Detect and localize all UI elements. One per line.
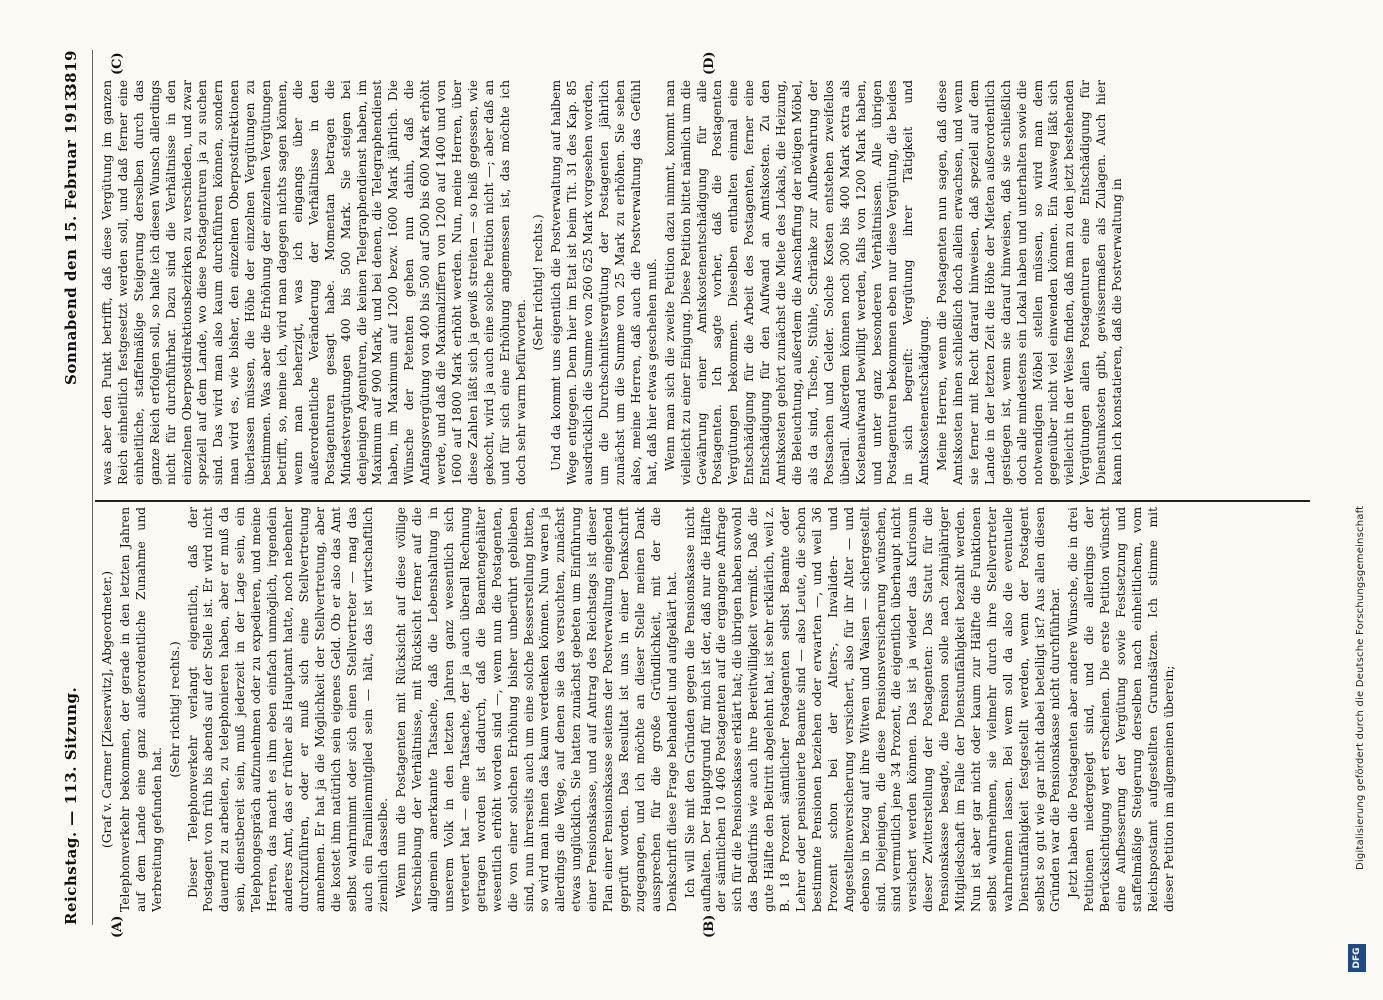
paragraph: Jetzt haben die Postagenten aber andere Wünsche, die in drei Petitionen niedergelegt sind, und die allerdings der Berücksichtigung wert erscheinen. Die erste Petition wünscht eine Aufbesserung der Vergütung sowie Festsetzung und staffelmäßige Steigerung derselben nach einheitlichem, vom Reichspostamt aufgestellten Grundsätzen. Ich stimme mit dieser Petition im allgemeinen überein; [1066,507,1176,912]
header-date: Sonnabend den 15. Februar 1913. [62,84,80,385]
paragraph: Wenn nun die Postagenten mit Rücksicht auf diese völlige Verschiebung der Verhältnisse, mit Rücksicht ferner auf die allgemein anerkannte Tatsache, daß die Lebenshaltung in unserem Volk in den letzten Jahren ganz wesentlich sich verteuert hat — eine Tatsache, der ja auch überall Rechnung getragen worden ist dadurch, daß die Beamtengehälter wesentlich erhöht worden sind —, wenn nun die Postagenten, die von einer solchen Erhöhung bisher unberührt geblieben sind, nun ihrerseits auch um eine solche Besserstellung bitten, so wird man ihnen das kaum verdenken können. Nun waren ja allerdings die Wege, auf denen sie das versuchten, zunächst etwas unglücklich. Sie hatten zunächst gebeten um Einführung einer Pensionskasse, und auf Antrag des Reichstags ist dieser Plan einer Pensionskasse seitens der Postverwaltung eingehend geprüft worden. Das Resultat ist uns in einer Denkschrift zugegangen, und ich möchte an dieser Stelle meinen Dank aussprechen für die große Gründlichkeit, mit der die Denkschrift diese Frage behandelt und aufgeklärt hat. [394,507,679,912]
digitization-credit: Digitalisierung gefördert durch die Deutsche Forschungsgemeinschaft [1355,505,1366,870]
paragraph: Telephonverkehr bekommen, der gerade in den letzten Jahren auf dem Lande eine ganz außerordentliche Zunahme und Verbreitung gefunden hat. [117,507,164,912]
margin-mark-b: (B) [702,914,717,938]
dfg-logo: DFG [1348,944,1366,972]
margin-mark-c: (C) [110,52,125,75]
paragraph: Und da kommt uns eigentlich die Postverwaltung auf halbem Wege entgegen. Denn hier im Etat ist beim Tit. 31 des Kap. 85 ausdrücklich die Summe von 260 625 Mark vorgesehen worden, um die Durchschnittsvergütung der Postagenten jährlich zunächst um die Summe von 25 Mark zu erhöhen. Sie sehen also, meine Herren, daß auch die Postverwaltung das Gefühl hat, daß hier etwas geschehen muß. [549,80,659,485]
page-number: 3819 [62,50,80,94]
page-header [62,50,88,925]
margin-mark-d: (D) [702,51,717,75]
paragraph: Wenn man sich die zweite Petition dazu nimmt, kommt man vielleicht zu einer Einigung. Diese Petition bittet nämlich um die Gewährung einer Amtskostenentschädigung für alle Postagenten. Ich sagte vorher, daß die Postagenten Vergütungen bekommen. Dieselben enthalten einmal eine Entschädigung für die Arbeit des Postagenten, ferner eine Entschädigung für den Aufwand an Amtskosten. Zu den Amtskosten gehört zunächst die Miete des Lokals, die Heizung, die Beleuchtung, außerdem die Anschaffung der nötigen Möbel, als da sind, Tische, Stühle, Schränke zur Aufbewahrung der Postsachen und Gelder. Solche Kosten entstehen zweifellos überall. Außerdem können noch 300 bis 400 Mark extra als Kostenaufwand bewilligt werden, falls von 1200 Mark haben, und unter ganz besonderen Verhältnissen. Alle übrigen Postagenturen bekommen eben nur diese Vergütung, die beides in sich begreift: Vergütung ihrer Tätigkeit und Amtskostenentschädigung. [662,80,932,485]
interjection: (Sehr richtig! rechts.) [167,641,182,778]
header-session: Reichstag. — 113. Sitzung. [62,686,80,925]
margin-mark-a: (A) [110,915,125,938]
header-rule [92,50,93,925]
right-text-column [100,80,1305,485]
left-text-column [100,507,1305,912]
paragraph: Dieser Telephonverkehr verlangt eigentlich, daß der Postagent von früh bis abends auf der Stelle ist. Er wird nicht dauernd zu arbeiten, zu telephonieren haben, aber er muß da sein, dienstbereit sein, muß jederzeit in der Lage sein, ein Telephongespräch aufzunehmen oder zu expedieren, und meine Herren, das macht es ihm eben einfach unmöglich, irgendein anderes Amt, das er früher als Hauptamt hatte, noch nebenher durchzuführen, oder er muß sich eine Stellvertretung annehmen. Er hat ja die Möglichkeit der Stellvertretung, aber die kostet ihm natürlich sein eigenes Geld. Ob er also das Amt selbst wahrnimmt oder sich einen Stellvertreter — mag das auch ein Familienmitglied sein — hält, das ist wirtschaftlich ziemlich dasselbe. [185,507,391,912]
interjection: (Sehr richtig! rechts.) [531,214,546,351]
paragraph: Ich will Sie mit den Gründen gegen die Pensionskasse nicht aufhalten. Der Hauptgrund für mich ist der, daß nur die Hälfte der sämtlichen 10 406 Postagenten auf die ergangene Anfrage sich für die Pensionskasse erklärt hat; die übrigen haben sowohl das Bedürfnis wie auch ihre Bereitwilligkeit vermißt. Daß die gute Hälfte den Beitritt abgelehnt hat, ist sehr erklärlich, weil z. B. 18 Prozent sämtlicher Postagenten selbst Beamte oder Lehrer oder pensionierte Beamte sind — also Leute, die schon bestimmte Pensionen beziehen oder erwarten —, und weil 36 Prozent schon bei der Alters-, Invaliden- und Angestelltenversicherung versichert, also für ihr Alter — und ebenso in bezug auf ihre Witwen und Waisen — sichergestellt sind. Diejenigen, die diese Pensionsversicherung wünschen, sind vermutlich jene 34 Prozent, die eigentlich überhaupt nicht versichert werden können. Das ist ja wieder das Kuriosum dieser Zwitterstellung der Postagenten: Das Statut für die Pensionskasse besagte, die Pension solle nach zehnjähriger Mitgliedschaft im Falle der Dienstunfähigkeit bezahlt werden. Nun ist aber gar nicht oder kaum zur Hälfte die Funktionen selbst wahrnehmen, sie vielmehr durch ihre Stellvertreter wahrnehmen lassen. Bei wem soll da also die eventuelle Dienstunfähigkeit festgestellt werden, wenn der Postagent selbst so gut wie gar nicht dabei beteiligt ist? Aus allen diesen Gründen war die Pensionskasse nicht durchführbar. [682,507,1063,912]
paragraph: was aber den Punkt betrifft, daß diese Vergütung im ganzen Reich einheitlich festgesetzt werden soll, und daß ferner eine einheitliche, staffelmäßige Steigerung derselben durch das ganze Reich erfolgen soll, so halte ich diesen Wunsch allerdings nicht für durchführbar. Dazu sind die Verhältnisse in den einzelnen Oberpostdirektionsbezirken zu verschieden, und zwar speziell auf dem Lande, wo diese Postagenturen ja zu suchen sind. Das wird man also kaum durchführen können, sondern man wird es, wie bisher, den einzelnen Oberpostdirektionen überlassen müssen, die Höhe der einzelnen Vergütungen zu bestimmen. Was aber die Erhöhung der einzelnen Vergütungen betrifft, so, meine ich, wird man dagegen nichts sagen können, wenn man beherzigt, was ich eingangs über die außerordentliche Veränderung der Verhältnisse in den Postagenturen gesagt habe. Momentan betragen die Mindestvergütungen 400 bis 500 Mark. Sie steigen bei denjenigen Agenturen, die keinen Telegraphendienst haben, im Maximum auf 900 Mark, und bei denen, die Telegraphendienst haben, im Maximum auf 1200 bezw. 1600 Mark jährlich. Die Wünsche der Petenten gehen nun dahin, daß die Anfangsvergütung von 400 bis 500 auf 500 bis 600 Mark erhöht werde, und daß die Maximalziffern von 1200 auf 1400 und von 1600 auf 1800 Mark erhöht werden. Nun, meine Herren, über diese Zahlen läßt sich ja gewiß streiten — so heiß gegessen, wie gekocht, wird ja auch eine solche Petition nicht —; aber daß an und für sich eine Erhöhung angemessen ist, das möchte ich doch sehr warm befürworten. [100,80,528,485]
column-divider [95,500,1310,502]
speaker-line: (Graf v. Carmer [Zieserwitz], Abgeordneter.) [100,570,114,849]
paragraph: Meine Herren, wenn die Postagenten nun sagen, daß diese Amtskosten ihnen schließlich doch allein erwachsen, und wenn sie ferner mit Recht darauf hinweisen, daß speziell auf dem Lande in der letzten Zeit die Höhe der Mieten außerordentlich gestiegen ist, wenn sie darauf hinweisen, daß sie schließlich doch alle mindestens ein Lokal haben und unterhalten sowie die notwendigen Möbel stellen müssen, so wird man dem gegenüber nicht viel einwenden können. Ein Ausweg läßt sich vielleicht in der Weise finden, daß man zu den jetzt bestehenden Vergütungen allen Postagenturen eine Entschädigung für Dienstunkosten gibt, gewissermaßen als Zulagen. Auch hier kann ich konstatieren, daß die Postverwaltung in [935,80,1125,485]
